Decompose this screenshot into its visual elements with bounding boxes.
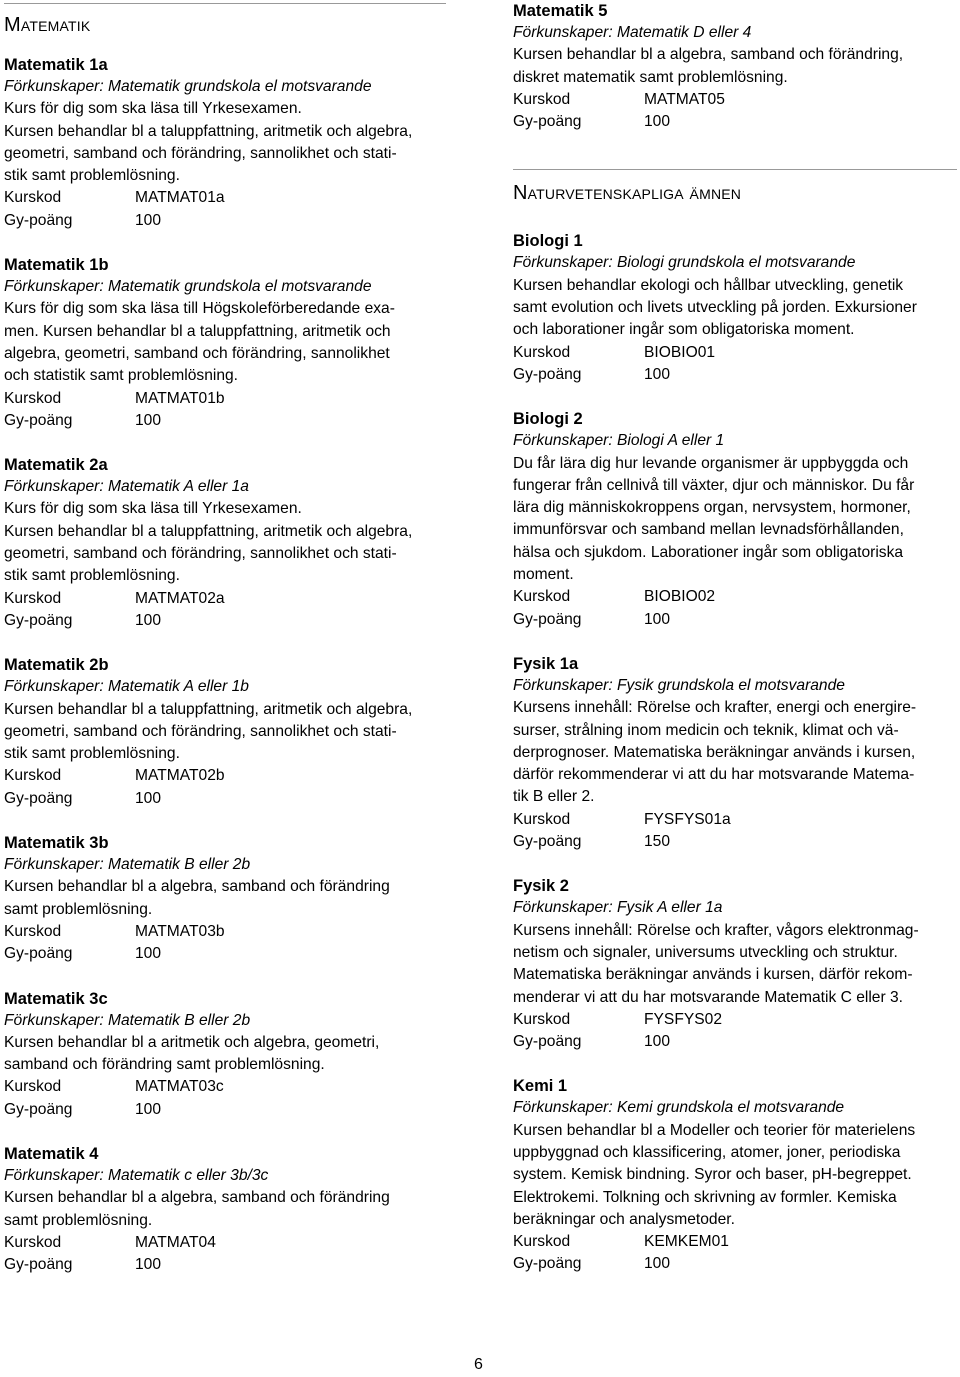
course-description-line: stik samt problemlösning. bbox=[4, 745, 180, 763]
course-points-value: 100 bbox=[135, 789, 162, 807]
course-block bbox=[513, 230, 957, 386]
course-description-line: geometri, samband och förändring, sannolikhet och stati- bbox=[4, 144, 397, 162]
course-description-line: Kurs för dig som ska läsa till Högskoleförberedande exa- bbox=[4, 300, 395, 318]
course-points-row bbox=[4, 943, 446, 965]
course-block bbox=[4, 454, 446, 632]
course-points-row bbox=[4, 1254, 446, 1276]
course-code-value: MATMAT02a bbox=[135, 589, 225, 607]
course-code-label: Kurskod bbox=[513, 343, 571, 361]
course-block bbox=[513, 875, 957, 1053]
course-code-value: FYSFYS01a bbox=[644, 810, 731, 828]
course-description-line: beräkningar och analysmetoder. bbox=[513, 1210, 735, 1228]
course-points-value: 100 bbox=[135, 411, 162, 429]
course-points-value: 100 bbox=[135, 611, 162, 629]
page-number: 6 bbox=[474, 1356, 483, 1373]
course-title: Matematik 1a bbox=[4, 56, 108, 74]
course-description-line: netism och signaler, universums utveckling och struktur. bbox=[513, 943, 898, 961]
top-rule bbox=[4, 3, 446, 4]
course-code-row bbox=[513, 342, 957, 364]
course-description-line: Kursen behandlar bl a aritmetik och algebra, geometri, bbox=[4, 1033, 380, 1051]
course-code-value: MATMAT05 bbox=[644, 90, 725, 108]
left-course-list bbox=[4, 54, 446, 1276]
course-code-label: Kurskod bbox=[4, 922, 62, 940]
section-heading-naturvetenskapliga: Naturvetenskapliga ämnen bbox=[513, 182, 742, 205]
course-description-line: surser, strålning inom medicin och teknik, klimat och vä- bbox=[513, 721, 899, 739]
course-description-line: stik samt problemlösning. bbox=[4, 567, 180, 585]
course-points-label: Gy-poäng bbox=[513, 833, 582, 851]
course-points-row bbox=[513, 1031, 957, 1053]
course-prerequisites: Förkunskaper: Matematik A eller 1a bbox=[4, 478, 249, 496]
course-code-row bbox=[4, 921, 446, 943]
course-code-value: KEMKEM01 bbox=[644, 1233, 729, 1251]
course-points-label: Gy-poäng bbox=[513, 1033, 582, 1051]
course-code-row bbox=[4, 187, 446, 209]
course-description-line: därför rekommenderar vi att du har motsvarande Matema- bbox=[513, 766, 915, 784]
course-description-line: geometri, samband och förändring, sannolikhet och stati- bbox=[4, 722, 397, 740]
course-code-label: Kurskod bbox=[513, 90, 571, 108]
course-description-line: stik samt problemlösning. bbox=[4, 167, 180, 185]
course-block bbox=[4, 1143, 446, 1276]
course-description-line: Du får lära dig hur levande organismer är uppbyggda och bbox=[513, 454, 909, 472]
course-description-line: men. Kursen behandlar bl a taluppfattning, aritmetik och bbox=[4, 322, 391, 340]
course-description-line: Kursen behandlar ekologi och hållbar utveckling, genetik bbox=[513, 276, 904, 294]
course-prerequisites: Förkunskaper: Biologi grundskola el motsvarande bbox=[513, 254, 856, 272]
course-description-line: Kursen behandlar bl a taluppfattning, aritmetik och algebra, bbox=[4, 700, 413, 718]
course-description-line: system. Kemisk bindning. Syror och baser, pH-begreppet. bbox=[513, 1166, 912, 1184]
course-title: Matematik 3b bbox=[4, 834, 109, 853]
course-description-line: Kursen behandlar bl a algebra, samband och förändring bbox=[4, 878, 390, 896]
course-points-row bbox=[513, 364, 957, 386]
course-title: Matematik 5 bbox=[513, 2, 608, 20]
course-code-label: Kurskod bbox=[513, 1233, 571, 1251]
course-description-line: och laborationer ingår som obligatoriska moment. bbox=[513, 321, 855, 339]
course-code-row bbox=[4, 588, 446, 610]
course-description-line: geometri, samband och förändring, sannolikhet och stati- bbox=[4, 545, 397, 563]
course-code-row bbox=[513, 89, 957, 111]
course-code-value: MATMAT02b bbox=[135, 767, 225, 785]
course-points-row bbox=[4, 788, 446, 810]
course-description-line: samband och förändring samt problemlösning. bbox=[4, 1056, 325, 1074]
course-description-line: algebra, geometri, samband och förändring, sannolikhet bbox=[4, 344, 390, 362]
course-points-label: Gy-poäng bbox=[513, 113, 582, 131]
course-points-row bbox=[4, 610, 446, 632]
course-title: Matematik 4 bbox=[4, 1144, 99, 1163]
course-block bbox=[513, 408, 957, 631]
course-points-value: 100 bbox=[644, 113, 671, 131]
course-description-line: Kursen behandlar bl a algebra, samband och förändring bbox=[4, 1189, 390, 1207]
course-points-label: Gy-poäng bbox=[513, 610, 582, 628]
course-prerequisites: Förkunskaper: Kemi grundskola el motsvarande bbox=[513, 1099, 845, 1117]
course-description-line: Kursen behandlar bl a taluppfattning, aritmetik och algebra, bbox=[4, 122, 413, 140]
course-code-label: Kurskod bbox=[4, 189, 62, 207]
course-points-label: Gy-poäng bbox=[4, 611, 73, 629]
course-description-line: Kursens innehåll: Rörelse och krafter, energi och energire- bbox=[513, 699, 917, 717]
course-code-row bbox=[4, 1232, 446, 1254]
course-code-value: MATMAT04 bbox=[135, 1233, 216, 1251]
course-code-row bbox=[4, 388, 446, 410]
course-points-label: Gy-poäng bbox=[513, 365, 582, 383]
section-divider bbox=[513, 169, 957, 170]
course-description-line: tik B eller 2. bbox=[513, 788, 595, 806]
course-points-value: 100 bbox=[644, 365, 671, 383]
course-points-label: Gy-poäng bbox=[4, 789, 73, 807]
course-prerequisites: Förkunskaper: Matematik grundskola el motsvarande bbox=[4, 278, 372, 296]
course-points-value: 150 bbox=[644, 833, 671, 851]
course-title: Fysik 2 bbox=[513, 877, 569, 896]
left-column bbox=[4, 0, 446, 1276]
course-points-row bbox=[513, 111, 957, 133]
course-points-row bbox=[4, 1099, 446, 1121]
course-title: Matematik 2a bbox=[4, 456, 108, 475]
course-points-value: 100 bbox=[644, 1033, 671, 1051]
course-title: Matematik 3c bbox=[4, 989, 108, 1008]
course-description-line: samt evolution och livets utveckling på jorden. Exkursioner bbox=[513, 299, 917, 317]
right-top-course bbox=[513, 0, 957, 133]
course-points-label: Gy-poäng bbox=[4, 1256, 73, 1274]
course-prerequisites: Förkunskaper: Matematik A eller 1b bbox=[4, 678, 249, 696]
course-points-row bbox=[513, 609, 957, 631]
course-points-label: Gy-poäng bbox=[4, 411, 73, 429]
section-heading-matematik: Matematik bbox=[4, 14, 91, 36]
course-description-line: Kursens innehåll: Rörelse och krafter, vågors elektronmag- bbox=[513, 921, 919, 939]
course-description-line: och statistik samt problemlösning. bbox=[4, 367, 239, 385]
course-block bbox=[4, 54, 446, 232]
right-course-list bbox=[513, 230, 957, 1275]
course-block bbox=[4, 254, 446, 432]
course-description-line: diskret matematik samt problemlösning. bbox=[513, 68, 788, 86]
course-code-row bbox=[513, 1231, 957, 1253]
course-code-label: Kurskod bbox=[4, 1233, 62, 1251]
course-title: Biologi 2 bbox=[513, 410, 583, 429]
course-code-label: Kurskod bbox=[4, 767, 62, 785]
course-description-line: Elektrokemi. Tolkning och skrivning av formler. Kemiska bbox=[513, 1188, 897, 1206]
course-description-line: hälsa och sjukdom. Laborationer ingår som obligatoriska bbox=[513, 543, 904, 561]
course-description-line: derprognoser. Matematiska beräkningar används i kursen, bbox=[513, 743, 916, 761]
course-description-line: samt problemlösning. bbox=[4, 1211, 153, 1229]
course-points-row bbox=[4, 410, 446, 432]
course-points-value: 100 bbox=[135, 211, 162, 229]
course-points-row bbox=[513, 831, 957, 853]
course-title: Matematik 2b bbox=[4, 656, 109, 675]
course-title: Kemi 1 bbox=[513, 1077, 568, 1096]
course-code-value: BIOBIO02 bbox=[644, 588, 716, 606]
course-description-line: uppbyggnad och klassificering, atomer, joner, periodiska bbox=[513, 1143, 901, 1161]
course-prerequisites: Förkunskaper: Matematik B eller 2b bbox=[4, 856, 251, 874]
course-code-value: MATMAT03c bbox=[135, 1078, 224, 1096]
course-description-line: Matematiska beräkningar används i kursen, därför rekom- bbox=[513, 966, 913, 984]
course-code-label: Kurskod bbox=[513, 1010, 571, 1028]
course-points-label: Gy-poäng bbox=[4, 211, 73, 229]
course-points-value: 100 bbox=[644, 610, 671, 628]
course-prerequisites: Förkunskaper: Biologi A eller 1 bbox=[513, 432, 725, 450]
course-description-line: Kursen behandlar bl a Modeller och teorier för materielens bbox=[513, 1121, 916, 1139]
course-prerequisites: Förkunskaper: Fysik grundskola el motsvarande bbox=[513, 676, 845, 694]
course-block bbox=[4, 832, 446, 965]
course-code-value: MATMAT03b bbox=[135, 922, 225, 940]
course-prerequisites: Förkunskaper: Matematik grundskola el motsvarande bbox=[4, 78, 372, 95]
course-block bbox=[4, 988, 446, 1121]
course-points-value: 100 bbox=[135, 945, 162, 963]
course-points-value: 100 bbox=[644, 1255, 671, 1273]
course-code-value: BIOBIO01 bbox=[644, 343, 716, 361]
course-title: Biologi 1 bbox=[513, 232, 583, 251]
course-description-line: fungerar från cellnivå till växter, djur och människor. Du får bbox=[513, 476, 915, 494]
course-code-row bbox=[513, 809, 957, 831]
course-points-row bbox=[513, 1253, 957, 1275]
course-points-label: Gy-poäng bbox=[4, 945, 73, 963]
course-prerequisites: Förkunskaper: Matematik B eller 2b bbox=[4, 1011, 251, 1029]
course-description-line: menderar vi att du har motsvarande Matematik C eller 3. bbox=[513, 988, 904, 1006]
course-description-line: lära dig människokroppens organ, nervsystem, hormoner, bbox=[513, 499, 911, 517]
course-points-row bbox=[4, 210, 446, 232]
course-code-label: Kurskod bbox=[4, 589, 62, 607]
course-description-line: moment. bbox=[513, 566, 574, 584]
course-block bbox=[4, 654, 446, 810]
course-description-line: Kursen behandlar bl a taluppfattning, aritmetik och algebra, bbox=[4, 522, 413, 540]
course-prerequisites: Förkunskaper: Fysik A eller 1a bbox=[513, 899, 723, 917]
course-code-value: FYSFYS02 bbox=[644, 1010, 722, 1028]
course-code-label: Kurskod bbox=[4, 1078, 62, 1096]
course-code-row bbox=[4, 1076, 446, 1098]
course-block bbox=[513, 0, 957, 133]
course-code-row bbox=[513, 1009, 957, 1031]
course-code-value: MATMAT01b bbox=[135, 389, 225, 407]
course-description-line: Kurs för dig som ska läsa till Yrkesexamen. bbox=[4, 100, 302, 118]
course-points-label: Gy-poäng bbox=[4, 1100, 73, 1118]
course-code-label: Kurskod bbox=[513, 810, 571, 828]
course-code-label: Kurskod bbox=[513, 588, 571, 606]
course-code-row bbox=[513, 586, 957, 608]
course-description-line: samt problemlösning. bbox=[4, 900, 153, 918]
course-title: Fysik 1a bbox=[513, 654, 579, 673]
course-description-line: Kursen behandlar bl a algebra, samband och förändring, bbox=[513, 46, 904, 64]
course-points-value: 100 bbox=[135, 1256, 162, 1274]
course-title: Matematik 1b bbox=[4, 256, 109, 275]
course-points-label: Gy-poäng bbox=[513, 1255, 582, 1273]
course-block bbox=[513, 653, 957, 853]
course-code-row bbox=[4, 765, 446, 787]
course-code-value: MATMAT01a bbox=[135, 189, 225, 207]
course-block bbox=[513, 1075, 957, 1275]
course-description-line: Kurs för dig som ska läsa till Yrkesexamen. bbox=[4, 500, 302, 518]
right-column bbox=[513, 0, 957, 1276]
course-description-line: immunförsvar och samband mellan levnadsförhållanden, bbox=[513, 521, 904, 539]
course-prerequisites: Förkunskaper: Matematik D eller 4 bbox=[513, 24, 752, 41]
course-prerequisites: Förkunskaper: Matematik c eller 3b/3c bbox=[4, 1166, 269, 1184]
course-points-value: 100 bbox=[135, 1100, 162, 1118]
course-code-label: Kurskod bbox=[4, 389, 62, 407]
